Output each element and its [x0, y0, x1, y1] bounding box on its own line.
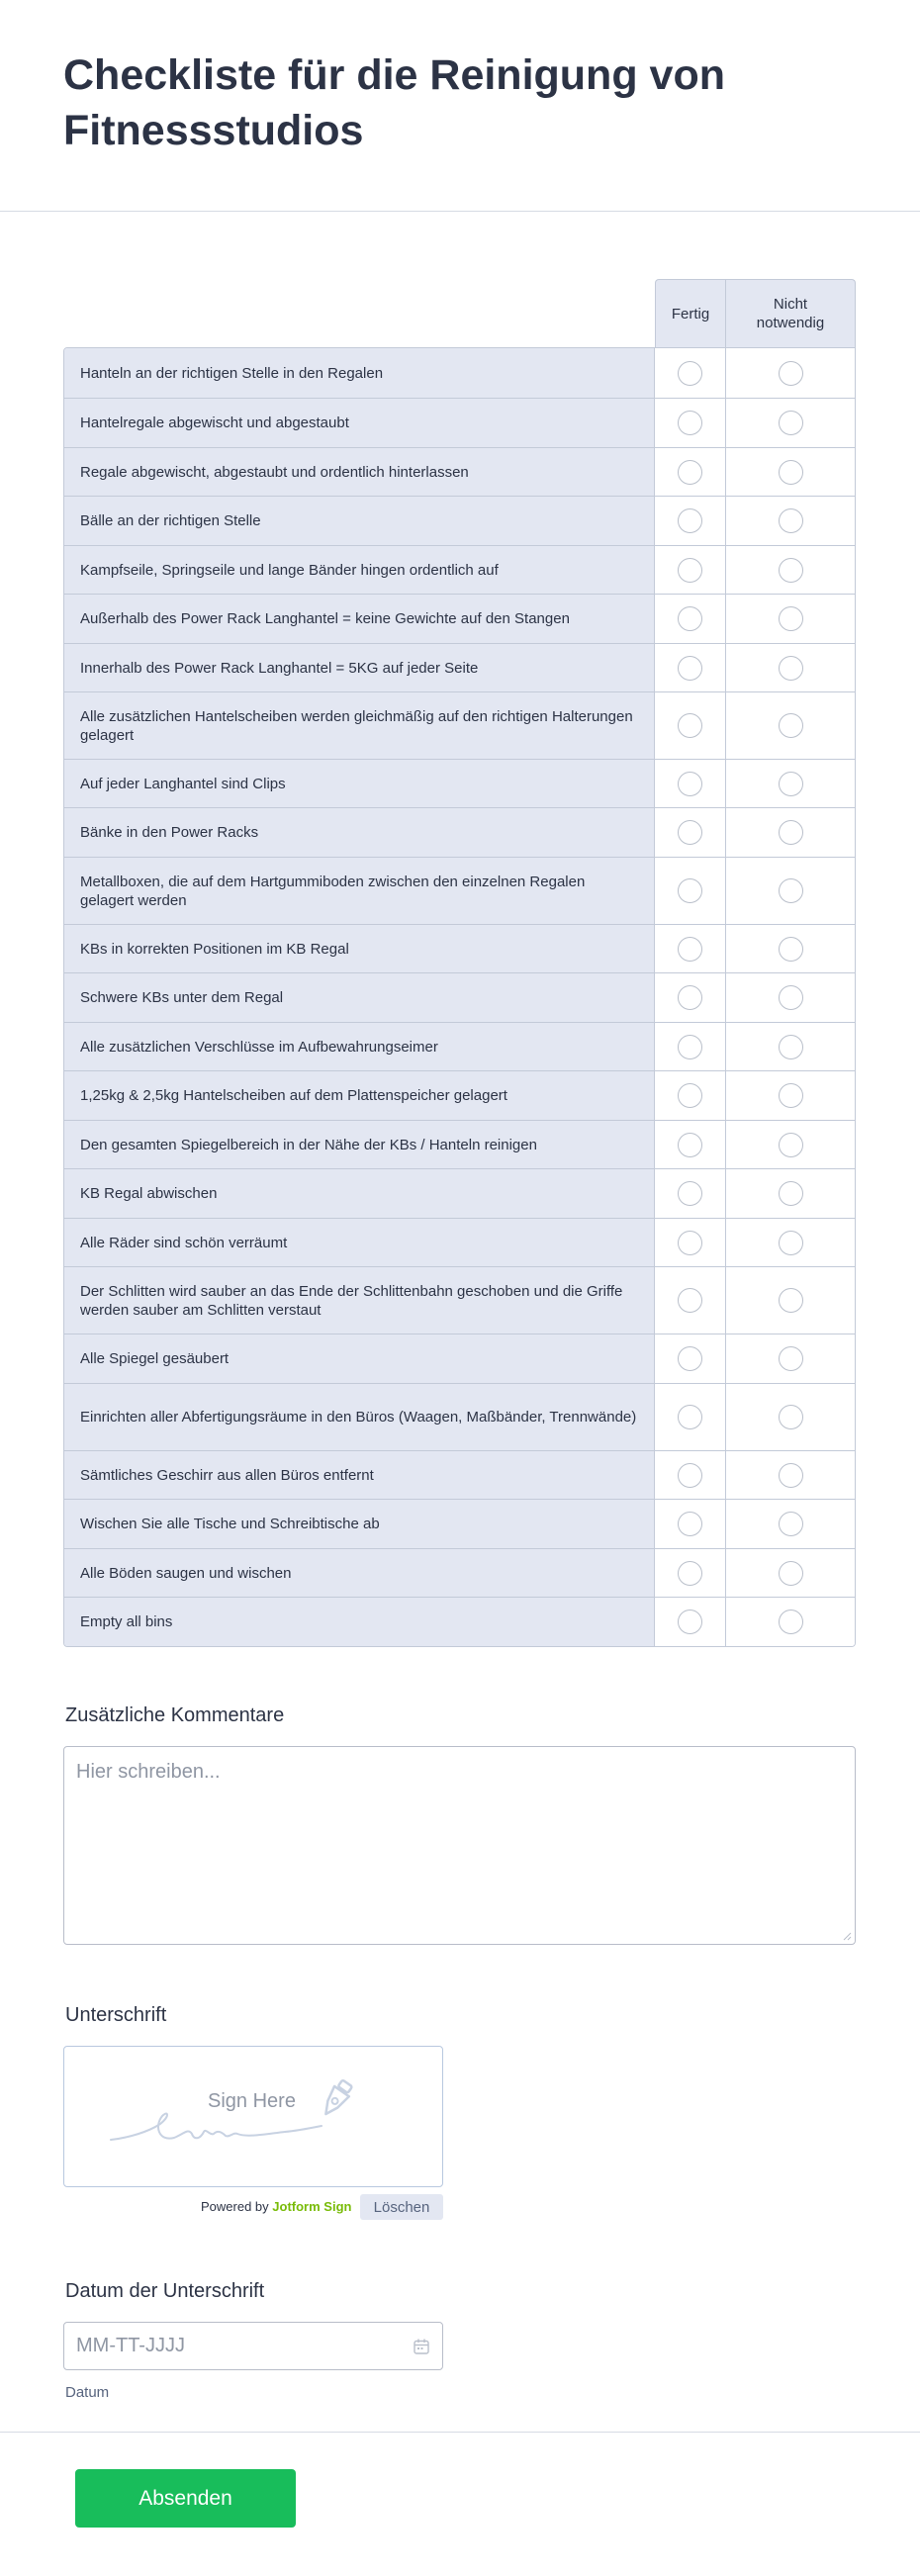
- comments-label: Zusätzliche Kommentare: [65, 1704, 285, 1726]
- cell-not-needed: [726, 399, 855, 447]
- cell-done: [655, 1023, 726, 1070]
- clear-signature-button[interactable]: Löschen: [360, 2194, 443, 2220]
- radio-done[interactable]: [678, 1133, 702, 1157]
- matrix-row-label: Empty all bins: [64, 1598, 655, 1646]
- cell-done: [655, 546, 726, 594]
- pen-nib-icon: [319, 2078, 355, 2119]
- cell-done: [655, 1267, 726, 1334]
- matrix-row: [64, 857, 855, 924]
- matrix-row: [64, 348, 855, 398]
- cell-done: [655, 1071, 726, 1120]
- radio-not-needed[interactable]: [779, 1405, 803, 1429]
- cell-not-needed: [726, 1023, 855, 1070]
- matrix-row: [64, 594, 855, 643]
- footer-divider: [0, 2432, 920, 2433]
- radio-done[interactable]: [678, 606, 702, 631]
- radio-not-needed[interactable]: [779, 460, 803, 485]
- matrix-row: [64, 1022, 855, 1070]
- jotform-sign-link[interactable]: Jotform Sign: [272, 2199, 352, 2214]
- powered-by-text: Powered by: [201, 2199, 269, 2214]
- radio-done[interactable]: [678, 656, 702, 681]
- radio-not-needed[interactable]: [779, 508, 803, 533]
- matrix-row-label: KB Regal abwischen: [64, 1169, 655, 1218]
- matrix-row-label: Metallboxen, die auf dem Hartgummiboden zwischen den einzelnen Regalen gelagert werden: [64, 858, 655, 924]
- cell-done: [655, 1121, 726, 1168]
- cell-done: [655, 760, 726, 807]
- matrix-row: [64, 691, 855, 759]
- radio-done[interactable]: [678, 1181, 702, 1206]
- matrix-row-label: Alle Böden saugen und wischen: [64, 1549, 655, 1597]
- cell-done: [655, 858, 726, 924]
- matrix-row-label: Alle zusätzlichen Hantelscheiben werden gleichmäßig auf den richtigen Halterungen gelagert: [64, 692, 655, 759]
- radio-done[interactable]: [678, 411, 702, 435]
- radio-not-needed[interactable]: [779, 411, 803, 435]
- matrix-row-label: Auf jeder Langhantel sind Clips: [64, 760, 655, 807]
- matrix-row-label: Alle zusätzlichen Verschlüsse im Aufbewahrungseimer: [64, 1023, 655, 1070]
- matrix-row-label: Außerhalb des Power Rack Langhantel = keine Gewichte auf den Stangen: [64, 595, 655, 643]
- matrix-row-label: Sämtliches Geschirr aus allen Büros entfernt: [64, 1451, 655, 1499]
- radio-done[interactable]: [678, 558, 702, 583]
- cell-not-needed: [726, 1121, 855, 1168]
- radio-not-needed[interactable]: [779, 606, 803, 631]
- cell-not-needed: [726, 644, 855, 691]
- matrix-row: [64, 545, 855, 594]
- matrix-row: [64, 807, 855, 857]
- matrix-header: [63, 279, 856, 347]
- matrix-row-label: Hantelregale abgewischt und abgestaubt: [64, 399, 655, 447]
- matrix-row: [64, 1334, 855, 1383]
- matrix-body: [63, 347, 856, 1647]
- radio-done[interactable]: [678, 1346, 702, 1371]
- cell-not-needed: [726, 1267, 855, 1334]
- matrix-row: [64, 924, 855, 972]
- radio-done[interactable]: [678, 1512, 702, 1536]
- matrix-row: [64, 1548, 855, 1597]
- calendar-icon[interactable]: [413, 2338, 430, 2355]
- signature-pad[interactable]: [63, 2046, 443, 2187]
- matrix-row: [64, 1597, 855, 1646]
- cell-not-needed: [726, 925, 855, 972]
- cell-not-needed: [726, 1549, 855, 1597]
- matrix-row-label: Schwere KBs unter dem Regal: [64, 973, 655, 1022]
- radio-not-needed[interactable]: [779, 1231, 803, 1255]
- radio-done[interactable]: [678, 508, 702, 533]
- cell-not-needed: [726, 760, 855, 807]
- radio-not-needed[interactable]: [779, 1083, 803, 1108]
- matrix-row: [64, 759, 855, 807]
- column-header-not-needed: [726, 279, 856, 347]
- radio-not-needed[interactable]: [779, 713, 803, 738]
- matrix-row-label: Bänke in den Power Racks: [64, 808, 655, 857]
- matrix-row-label: Alle Räder sind schön verräumt: [64, 1219, 655, 1266]
- matrix-corner: [63, 279, 655, 347]
- cell-not-needed: [726, 1451, 855, 1499]
- matrix-row-label: Den gesamten Spiegelbereich in der Nähe der KBs / Hanteln reinigen: [64, 1121, 655, 1168]
- matrix-row-label: Einrichten aller Abfertigungsräume in den Büros (Waagen, Maßbänder, Trennwände): [64, 1384, 655, 1450]
- radio-not-needed[interactable]: [779, 1463, 803, 1488]
- radio-not-needed[interactable]: [779, 558, 803, 583]
- matrix-row-label: Kampfseile, Springseile und lange Bänder hingen ordentlich auf: [64, 546, 655, 594]
- cell-done: [655, 1500, 726, 1548]
- cell-not-needed: [726, 808, 855, 857]
- matrix-row-label: Wischen Sie alle Tische und Schreibtische ab: [64, 1500, 655, 1548]
- cell-not-needed: [726, 595, 855, 643]
- radio-done[interactable]: [678, 878, 702, 903]
- sign-here-text: Sign Here: [208, 2090, 296, 2112]
- matrix-row-label: 1,25kg & 2,5kg Hantelscheiben auf dem Plattenspeicher gelagert: [64, 1071, 655, 1120]
- matrix-row-label: Alle Spiegel gesäubert: [64, 1334, 655, 1383]
- cell-not-needed: [726, 692, 855, 759]
- matrix-row: [64, 1120, 855, 1168]
- radio-done[interactable]: [678, 361, 702, 386]
- radio-not-needed[interactable]: [779, 1610, 803, 1634]
- matrix-row: [64, 1070, 855, 1120]
- cell-done: [655, 497, 726, 545]
- cell-done: [655, 448, 726, 496]
- cell-not-needed: [726, 858, 855, 924]
- cell-not-needed: [726, 1219, 855, 1266]
- matrix-row: [64, 1218, 855, 1266]
- radio-not-needed[interactable]: [779, 937, 803, 962]
- radio-not-needed[interactable]: [779, 1181, 803, 1206]
- matrix-row-label: Bälle an der richtigen Stelle: [64, 497, 655, 545]
- date-placeholder: MM-TT-JJJJ: [76, 2335, 185, 2356]
- cell-not-needed: [726, 973, 855, 1022]
- matrix-row: [64, 1499, 855, 1548]
- radio-not-needed[interactable]: [779, 820, 803, 845]
- cell-done: [655, 808, 726, 857]
- matrix-row-label: Der Schlitten wird sauber an das Ende der Schlittenbahn geschoben und die Griffe werden sauber am Schlitten verstaut: [64, 1267, 655, 1334]
- matrix-row: [64, 972, 855, 1022]
- radio-not-needed[interactable]: [779, 1288, 803, 1313]
- matrix-row-label: Innerhalb des Power Rack Langhantel = 5KG auf jeder Seite: [64, 644, 655, 691]
- radio-not-needed[interactable]: [779, 1512, 803, 1536]
- cell-done: [655, 595, 726, 643]
- matrix-row: [64, 1266, 855, 1334]
- radio-done[interactable]: [678, 937, 702, 962]
- cell-not-needed: [726, 348, 855, 398]
- matrix-row: [64, 643, 855, 691]
- cell-done: [655, 1169, 726, 1218]
- matrix-row: [64, 496, 855, 545]
- radio-done[interactable]: [678, 985, 702, 1010]
- matrix-row: [64, 1168, 855, 1218]
- cell-not-needed: [726, 497, 855, 545]
- radio-done[interactable]: [678, 1610, 702, 1634]
- cell-done: [655, 692, 726, 759]
- cell-done: [655, 1598, 726, 1646]
- cell-done: [655, 1219, 726, 1266]
- comments-textarea[interactable]: [63, 1746, 856, 1945]
- cell-not-needed: [726, 1598, 855, 1646]
- date-label: Datum der Unterschrift: [65, 2280, 265, 2302]
- signature-label: Unterschrift: [65, 2004, 167, 2026]
- radio-not-needed[interactable]: [779, 772, 803, 796]
- radio-not-needed[interactable]: [779, 361, 803, 386]
- cell-done: [655, 348, 726, 398]
- radio-done[interactable]: [678, 713, 702, 738]
- cell-not-needed: [726, 546, 855, 594]
- radio-not-needed[interactable]: [779, 656, 803, 681]
- radio-done[interactable]: [678, 1463, 702, 1488]
- cell-done: [655, 1384, 726, 1450]
- matrix-row: [64, 1383, 855, 1450]
- radio-done[interactable]: [678, 460, 702, 485]
- column-header-done: Fertig: [655, 279, 726, 347]
- radio-done[interactable]: [678, 1561, 702, 1586]
- radio-done[interactable]: [678, 1405, 702, 1429]
- cell-not-needed: [726, 1071, 855, 1120]
- radio-done[interactable]: [678, 772, 702, 796]
- matrix-row-label: KBs in korrekten Positionen im KB Regal: [64, 925, 655, 972]
- cell-done: [655, 1334, 726, 1383]
- matrix-row-label: Regale abgewischt, abgestaubt und ordentlich hinterlassen: [64, 448, 655, 496]
- form-title: Checkliste für die Reinigung von Fitnessstudios: [63, 51, 725, 154]
- powered-by: [201, 2199, 351, 2214]
- comments-placeholder: Hier schreiben...: [76, 1761, 221, 1783]
- cell-done: [655, 644, 726, 691]
- matrix-row: [64, 447, 855, 496]
- radio-done[interactable]: [678, 1231, 702, 1255]
- column-header-not-needed-label: Nicht notwendig: [756, 296, 825, 331]
- radio-not-needed[interactable]: [779, 1346, 803, 1371]
- radio-not-needed[interactable]: [779, 878, 803, 903]
- cell-done: [655, 1549, 726, 1597]
- matrix-row: [64, 1450, 855, 1499]
- cell-not-needed: [726, 1169, 855, 1218]
- radio-done[interactable]: [678, 1035, 702, 1059]
- cell-not-needed: [726, 1500, 855, 1548]
- matrix-row: [64, 398, 855, 447]
- cell-done: [655, 1451, 726, 1499]
- cell-done: [655, 399, 726, 447]
- radio-done[interactable]: [678, 820, 702, 845]
- resize-grip-icon[interactable]: [842, 1931, 852, 1941]
- radio-not-needed[interactable]: [779, 1561, 803, 1586]
- form-header: [0, 0, 920, 212]
- cell-not-needed: [726, 1384, 855, 1450]
- radio-not-needed[interactable]: [779, 1035, 803, 1059]
- submit-button[interactable]: Absenden: [75, 2469, 296, 2528]
- cell-not-needed: [726, 1334, 855, 1383]
- cell-done: [655, 925, 726, 972]
- date-sublabel: Datum: [65, 2384, 110, 2401]
- radio-not-needed[interactable]: [779, 985, 803, 1010]
- checklist-matrix: [63, 279, 856, 1647]
- radio-done[interactable]: [678, 1288, 702, 1313]
- date-input[interactable]: [63, 2322, 443, 2370]
- cell-not-needed: [726, 448, 855, 496]
- radio-done[interactable]: [678, 1083, 702, 1108]
- cell-done: [655, 973, 726, 1022]
- radio-not-needed[interactable]: [779, 1133, 803, 1157]
- matrix-row-label: Hanteln an der richtigen Stelle in den Regalen: [64, 348, 655, 398]
